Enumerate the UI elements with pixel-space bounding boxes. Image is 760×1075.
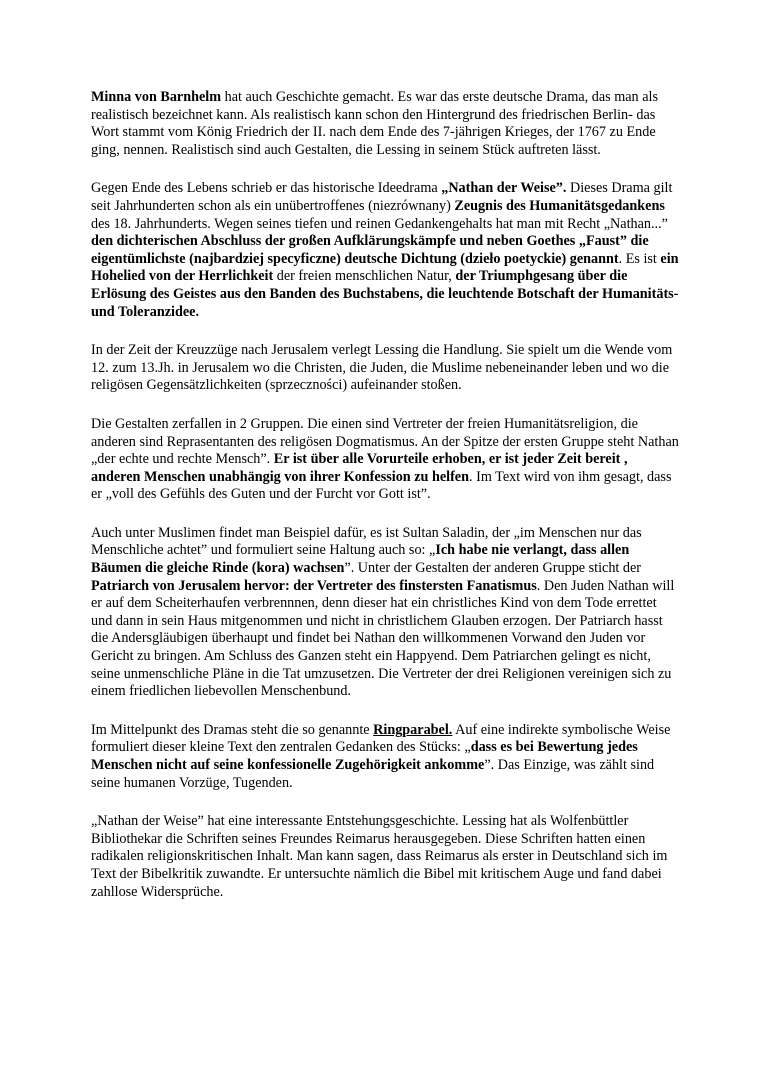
body-text: . Den Juden Nathan will er auf dem Scheiterhaufen verbrennnen, denn dieser hat ein christliches Kind von dem Tode errettet und dann in sein Haus mitgenommen und nicht in christlichem Glauben erzogen. Der Patriarch hasst die Andersgläubigen überhaupt und findet bei Nathan den willkommenen Vorwand den Juden vor Gericht zu bringen. Am Schluss des Ganzen steht ein Happyend. Dem Patriarchen gelingt es nicht, seine unmenschliche Pläne in die Tat umzusetzen. Die Vertreter der drei Religionen vereinigen sich zu einem friedlichen liebevollen Menschenbund. [91, 577, 675, 700]
bold-text: den dichterischen Abschluss der großen Aufklärungskämpfe und neben Goethes „Faust” die eigentümlichste (najbardziej specyficzne) deutsche Dichtung (dzieło poetyckie) genannt [91, 233, 649, 267]
paragraph-minna [91, 89, 680, 159]
body-text: Auch unter Muslimen findet man Beispiel dafür, es ist Sultan Saladin, der „im Menschen nur das Menschliche achtet” und formuliert seine Haltung auch so: „ [91, 524, 642, 559]
body-text: des 18. Jahrhunderts. Wegen seines tiefen und reinen Gedankengehalts hat man mit Recht „Nathan...” [91, 215, 668, 232]
bold-text: Minna von Barnhelm [91, 89, 222, 105]
bold-text: Patriarch von Jerusalem hervor: der Vertreter des finstersten Fanatismus [91, 577, 537, 594]
body-text: Gegen Ende des Lebens schrieb er das historische Ideedrama [91, 180, 442, 197]
body-text: In der Zeit der Kreuzzüge nach Jerusalem verlegt Lessing die Handlung. Sie spielt um die Wende vom 12. zum 13.Jh. in Jerusalem wo die Christen, die Juden, die Muslime nebeneinander leben und wo die religösen Gegensätzlichkeiten (sprzeczności) aufeinander stoßen. [91, 342, 673, 394]
body-text: „Nathan der Weise” hat eine interessante Entstehungsgeschichte. Lessing hat als Wolfenbüttler Bibliothekar die Schriften seines Freundes Reimarus herausgegeben. Diese Schriften hatten einen radikalen religionskritischen Inhalt. Man kann sagen, dass Reimarus als erster in Deutschland sich im Text der Bibelkritik zuwandte. Er untersuchte nämlich die Bibel mit kritischem Auge und fand dabei zahllose Widersprüche. [91, 813, 668, 900]
bold-text: ein Hohelied von der Herrlichkeit [91, 250, 679, 285]
bold-text: der Triumphgesang über die Erlösung des Geistes aus den Banden des Buchstabens, die leuchtende Botschaft der Humanitäts- und Toleranzidee. [91, 268, 679, 320]
body-text: Auf eine indirekte symbolische Weise formuliert dieser kleine Text den zentralen Gedanken des Stücks: „ [91, 721, 671, 756]
paragraph-entstehung [91, 813, 680, 901]
underlined-bold-text: Ringparabel. [373, 721, 453, 738]
paragraph-nathan-intro [91, 180, 680, 321]
bold-text: Zeugnis des Humanitätsgedankens [454, 197, 665, 214]
body-text: der freien menschlichen Natur, [273, 268, 456, 285]
paragraph-setting [91, 342, 680, 395]
paragraph-ringparabel [91, 722, 680, 792]
body-text: Im Mittelpunkt des Dramas steht die so genannte [91, 721, 374, 738]
bold-text: Ich habe nie verlangt, dass allen Bäumen die gleiche Rinde (kora) wachsen [91, 542, 630, 577]
body-text: ”. Das Einzige, was zählt sind seine humanen Vorzüge, Tugenden. [91, 757, 655, 791]
body-text: ”. Unter der Gestalten der anderen Gruppe sticht der [344, 560, 642, 577]
body-text: Die Gestalten zerfallen in 2 Gruppen. Die einen sind Vertreter der freien Humanitätsreligion, die anderen sind Reprasentanten des religösen Dogmatismus. An der Spitze der ersten Gruppe steht Nathan „der echte und rechte Mensch”. [91, 415, 679, 468]
bold-text: dass es bei Bewertung jedes Menschen nicht auf seine konfessionelle Zugehörigkeit ankomme [91, 739, 638, 773]
paragraph-characters [91, 416, 680, 504]
body-text: . Im Text wird von ihm gesagt, dass er „voll des Gefühls des Guten und der Furcht vor Gott ist”. [91, 468, 672, 503]
body-text: . Es ist [618, 250, 661, 267]
body-text: Dieses Drama gilt seit Jahrhunderten schon als ein unübertroffenes (niezrównany) [91, 180, 673, 214]
bold-text: Er ist über alle Vorurteile erhoben, er ist jeder Zeit bereit , anderen Menschen unabhängig von ihrer Konfession zu helfen [91, 451, 628, 485]
body-text: hat auch Geschichte gemacht. Es war das erste deutsche Drama, das man als realistisch bezeichnet kann. Als realistisch kann schon den Hintergrund des friedrischen Berlin- das Wort stammt vom König Friedrich der II. nach dem Ende des 7-jährigen Krieges, der 1767 zu Ende ging, nennen. Realistisch sind auch Gestalten, die Lessing in seinem Stück auftreten lässt. [91, 89, 658, 158]
paragraph-saladin-patriarch [91, 525, 680, 701]
bold-text: „Nathan der Weise”. [441, 180, 567, 197]
